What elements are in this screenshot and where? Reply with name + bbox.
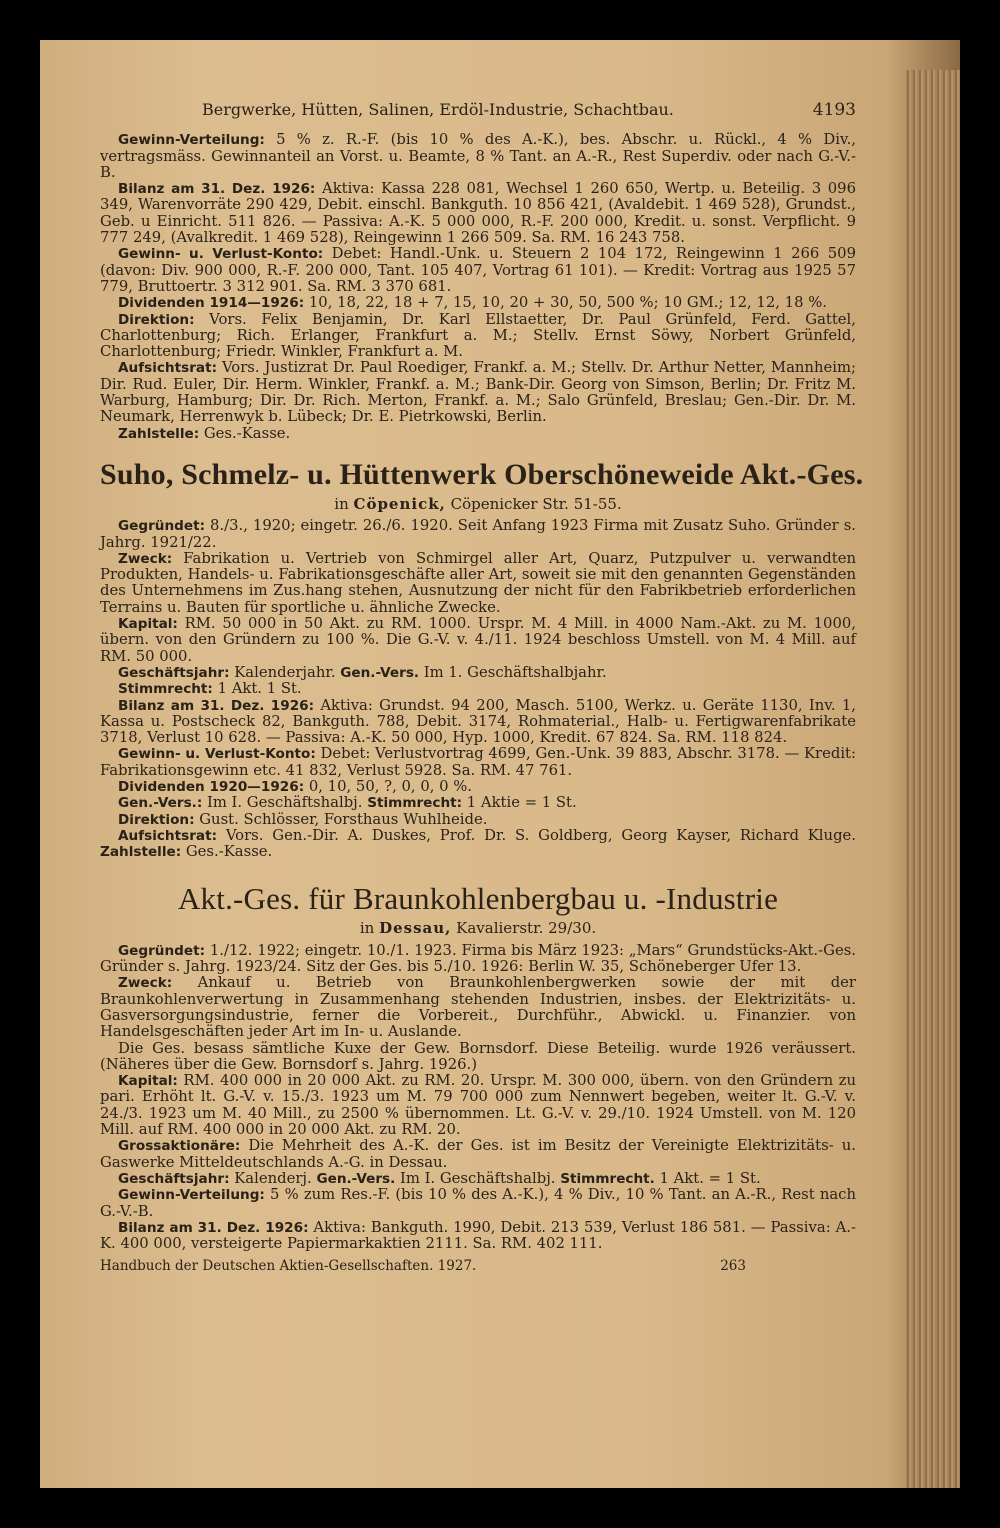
label-aufsichtsrat: Aufsichtsrat: [118, 827, 217, 844]
page-footer [100, 1258, 856, 1274]
label-genvers: Gen.-Vers. [316, 1170, 396, 1187]
label-gewinn: Gewinn-Verteilung: [118, 132, 265, 149]
book-page [40, 40, 960, 1488]
loc-prefix: in [359, 919, 380, 938]
text-genvers: Im 1. Geschäftshalbjahr. [419, 663, 607, 681]
bk-gegruendet [100, 943, 856, 976]
label-direktion: Direktion: [118, 811, 195, 828]
text-guv: Debet: Verlustvortrag 4699, Gen.-Unk. 39 883, Abschr. 3178. — Kredit: Fabrikationsgewinn etc. 41 832, Verlust 5928. Sa. RM. 47 761. [100, 745, 856, 779]
bk-gewinn [100, 1187, 856, 1220]
page-edge [906, 70, 960, 1488]
entry-dividenden [100, 295, 856, 311]
text-direktion: Gust. Schlösser, Forsthaus Wuhlheide. [194, 810, 488, 828]
text-zahlstelle: Ges.-Kasse. [199, 424, 291, 442]
header-title: Bergwerke, Hütten, Salinen, Erdöl-Industrie, Schachtbau. [202, 100, 674, 119]
text-bilanz: Aktiva: Kassa 228 081, Wechsel 1 260 650, Wertp. u. Beteilig. 3 096 349, Warenvorräte 290 429, Debit. einschl. Bankguth. 10 856 421, (Avaldebit. 1 469 528), Grundst., Geb. u Einricht. 511 826. — Passiva: A.-K. 5 000 000, R.-F. 200 000, Kredit. u. sonst. Verpflicht. 9 777 249, (Avalkredit. 1 469 528), Reingewinn 1 266 509. Sa. RM. 16 243 758. [100, 180, 856, 247]
label-zahlstelle: Zahlstelle: [118, 425, 200, 442]
text-stimmrecht: 1 Aktie = 1 St. [462, 794, 577, 812]
text-bilanz: Aktiva: Grundst. 94 200, Masch. 5100, Werkz. u. Geräte 1130, Inv. 1, Kassa u. Postscheck 82, Bankguth. 788, Debit. 3174, Rohmaterial., Halb- u. Fertigwarenfabrikate 3718, Verlust 10 628. — Passiva: A.-K. 50 000, Hyp. 1000, Kredit. 67 824. Sa. RM. 118 824. [100, 696, 856, 747]
label-genvers: Gen.-Vers.: [118, 795, 203, 812]
loc-rest: Cöpenicker Str. 51-55. [445, 494, 622, 513]
entry-guv [100, 246, 856, 295]
label-zweck: Zweck: [118, 975, 173, 992]
label-genvers: Gen.-Vers. [340, 664, 420, 681]
label-dividenden: Dividenden 1920—1926: [118, 778, 305, 795]
loc-rest: Kavalierstr. 29/30. [451, 919, 597, 938]
suho-direktion [100, 812, 856, 828]
entry-direktion [100, 312, 856, 361]
company-location-braunkohle [100, 920, 856, 936]
company-title-braunkohle: Akt.-Ges. für Braunkohlenbergbau u. -Industrie [177, 881, 779, 917]
entry-bilanz [100, 181, 856, 246]
label-zahlstelle: Zahlstelle: [100, 844, 182, 861]
label-bilanz: Bilanz am 31. Dez. 1926: [118, 697, 315, 714]
text-geschaeftsjahr: Kalenderjahr. [229, 663, 336, 681]
label-bilanz: Bilanz am 31. Dez. 1926: [118, 1219, 309, 1236]
company-title-suho: Suho, Schmelz- u. Hüttenwerk Oberschöneweide Akt.-Ges. [100, 457, 864, 491]
text-guv: Debet: Handl.-Unk. u. Steuern 2 104 172, Reingewinn 1 266 509 (davon: Div. 900 000, R.-F. 200 000, Tant. 105 407, Vortrag 61 101). — Kredit: Vortrag aus 1925 57 779, Bruttoertr. 3 312 901. Sa. RM. 3 370 681. [100, 245, 856, 295]
entry-zahlstelle [100, 426, 856, 442]
label-dividenden: Dividenden 1914—1926: [118, 295, 305, 312]
text-gewinn: 5 % z. R.-F. (bis 10 % des A.-K.), bes. Abschr. u. Rückl., 4 % Div., vertragsmäss. Gewinnanteil an Vorst. u. Beamte, 8 % Tant. an A.-R., Rest Superdiv. oder nach G.-V.-B. [100, 131, 856, 181]
label-kapital: Kapital: [118, 616, 178, 633]
text-aufsichtsrat: Vors. Gen.-Dir. A. Duskes, Prof. Dr. S. Goldberg, Georg Kayser, Richard Kluge. [217, 826, 856, 844]
label-gegruendet: Gegründet: [118, 518, 206, 535]
label-guv: Gewinn- u. Verlust-Konto: [118, 746, 316, 763]
label-zweck: Zweck: [118, 550, 173, 567]
text-zweck: Fabrikation u. Vertrieb von Schmirgel aller Art, Quarz, Putzpulver u. verwandten Produkten, Handels- u. Fabrikationsgeschäfte aller Art, soweit sie mit den genannten Gegenständen des Unternehmens im Zus.hang stehen, Ausnutzung der nicht für den Fabrikbetrieb erforderlichen Terrains u. Bauten für sportliche u. ähnliche Zwecke. [100, 549, 856, 616]
text-grossaktionaere: Die Mehrheit des A.-K. der Ges. ist im Besitz der Vereinigte Elektrizitäts- u. Gaswerke Mitteldeutschlands A.-G. in Dessau. [100, 1137, 856, 1171]
running-header [100, 102, 856, 118]
page-number: 4193 [812, 100, 856, 120]
suho-aufsichtsrat [100, 828, 856, 861]
text-genvers: Im I. Geschäftshalbj. [395, 1169, 556, 1187]
loc-city: Dessau, [379, 919, 452, 938]
footer-sheet: 263 [720, 1258, 746, 1275]
suho-geschaeftsjahr [100, 665, 856, 681]
text-zahlstelle: Ges.-Kasse. [181, 843, 273, 861]
text-aufsichtsrat: Vors. Justizrat Dr. Paul Roediger, Frankf. a. M.; Stellv. Dr. Arthur Netter, Mannheim; Dir. Rud. Euler, Dir. Herm. Winkler, Frankf. a. M.; Bank-Dir. Georg von Simson, Berlin; Dr. Fritz M. Warburg, Hamburg; Dir. Dr. Rich. Merton, Frankf. a. M.; Salo Grünfeld, Breslau; Gen.-Dir. Dr. M. Neumark, Herrenwyk b. Lübeck; Dr. E. Pietrkowski, Berlin. [100, 359, 856, 426]
label-stimmrecht: Stimmrecht: [367, 795, 463, 812]
label-bilanz: Bilanz am 31. Dez. 1926: [118, 181, 316, 198]
label-kapital: Kapital: [118, 1073, 178, 1090]
text-kapital: RM. 400 000 in 20 000 Akt. zu RM. 20. Urspr. M. 300 000, übern. von den Gründern zu pari. Erhöht lt. G.-V. v. 15./3. 1923 um M. 79 700 000 zum Nennwert begeben, weiter lt. G.-V. v. 24./3. 1923 um M. 40 Mill., zu 2500 % übernommen. Lt. G.-V. v. 29./10. 1924 Umstell. von M. 120 Mill. auf RM. 400 000 in 20 000 Akt. zu RM. 20. [100, 1072, 856, 1139]
text-gegruendet: 1./12. 1922; eingetr. 10./1. 1923. Firma bis März 1923: „Mars“ Grundstücks-Akt.-Ges. Gründer s. Jahrg. 1923/24. Sitz der Ges. bis 5./10. 1926: Berlin W. 35, Schöneberger Ufer 13. [100, 941, 856, 976]
label-grossaktionaere: Grossaktionäre: [118, 1138, 241, 1155]
text-bilanz: Aktiva: Bankguth. 1990, Debit. 213 539, Verlust 186 581. — Passiva: A.-K. 400 000, versteigerte Papiermarkaktien 2111. Sa. RM. 402 111. [100, 1218, 856, 1253]
suho-zweck [100, 551, 856, 616]
label-gewinn: Gewinn-Verteilung: [118, 1187, 265, 1204]
loc-city: Cöpenick, [353, 494, 446, 513]
footer-book: Handbuch der Deutschen Aktien-Gesellschaften. 1927. [100, 1258, 477, 1275]
entry-aufsichtsrat [100, 360, 856, 425]
bk-kapital [100, 1073, 856, 1138]
suho-gegruendet [100, 518, 856, 551]
text-gewinn: 5 % zum Res.-F. (bis 10 % des A.-K.), 4 % Div., 10 % Tant. an A.-R., Rest nach G.-V.-B. [100, 1186, 856, 1220]
text-gegruendet: 8./3., 1920; eingetr. 26./6. 1920. Seit Anfang 1923 Firma mit Zusatz Suho. Gründer s. Jahrg. 1921/22. [100, 517, 856, 551]
company-location-suho [100, 496, 856, 512]
text-genvers: Im I. Geschäftshalbj. [202, 794, 363, 812]
label-direktion: Direktion: [118, 311, 195, 328]
page-content [100, 100, 864, 1275]
suho-genvers [100, 795, 856, 811]
text-kuxe: Die Ges. besass sämtliche Kuxe der Gew. Bornsdorf. Diese Beteilig. wurde 1926 veräussert. (Näheres über die Gew. Bornsdorf s. Jahrg. 1926.) [100, 1039, 856, 1073]
label-stimmrecht: Stimmrecht: [118, 681, 213, 698]
text-stimmrecht: 1 Akt. 1 St. [212, 680, 302, 698]
label-geschaeftsjahr: Geschäftsjahr: [118, 664, 230, 681]
label-guv: Gewinn- u. Verlust-Konto: [118, 246, 324, 263]
loc-prefix: in [334, 494, 354, 513]
suho-stimmrecht [100, 681, 856, 697]
label-gegruendet: Gegründet: [118, 942, 206, 959]
text-dividenden: 10, 18, 22, 18 + 7, 15, 10, 20 + 30, 50, 500 %; 10 GM.; 12, 12, 18 %. [304, 294, 827, 312]
text-geschaeftsjahr: Kalenderj. [229, 1169, 312, 1187]
bk-bilanz [100, 1220, 856, 1253]
label-stimmrecht: Stimmrecht. [560, 1170, 655, 1187]
bk-grossaktionaere [100, 1138, 856, 1171]
suho-kapital [100, 616, 856, 665]
text-kapital: RM. 50 000 in 50 Akt. zu RM. 1000. Urspr. M. 4 Mill. in 4000 Nam.-Akt. zu M. 1000, übern. von den Gründern zu 100 %. Die G.-V. v. 4./11. 1924 beschloss Umstell. von M. 4 Mill. auf RM. 50 000. [100, 615, 856, 665]
bk-kuxe [100, 1041, 856, 1074]
text-direktion: Vors. Felix Benjamin, Dr. Karl Ellstaetter, Dr. Paul Grünfeld, Ferd. Gattel, Charlottenburg; Rich. Erlanger, Frankfurt a. M.; Stellv. Ernst Söwy, Norbert Grünfeld, Charlottenburg; Friedr. Winkler, Frankfurt a. M. [100, 310, 856, 361]
suho-bilanz [100, 698, 856, 747]
suho-guv [100, 746, 856, 779]
suho-dividenden [100, 779, 856, 795]
label-geschaeftsjahr: Geschäftsjahr: [118, 1170, 230, 1187]
text-zweck: Ankauf u. Betrieb von Braunkohlenbergwerken sowie der mit der Braunkohlenverwertung in Zusammenhang stehenden Industrien, insbes. der Elektrizitäts- u. Gasversorgungsindustrie, ferner die Vorbereit., Durchführ., Abwickl. u. Finanzier. von Handelsgeschäften jeder Art im In- u. Auslande. [100, 974, 856, 1041]
bk-geschaeftsjahr [100, 1171, 856, 1187]
text-dividenden: 0, 10, 50, ?, 0, 0, 0 %. [304, 777, 473, 795]
label-aufsichtsrat: Aufsichtsrat: [118, 360, 217, 377]
text-stimmrecht: 1 Akt. = 1 St. [654, 1169, 761, 1187]
entry-gewinn [100, 132, 856, 181]
bk-zweck [100, 975, 856, 1040]
